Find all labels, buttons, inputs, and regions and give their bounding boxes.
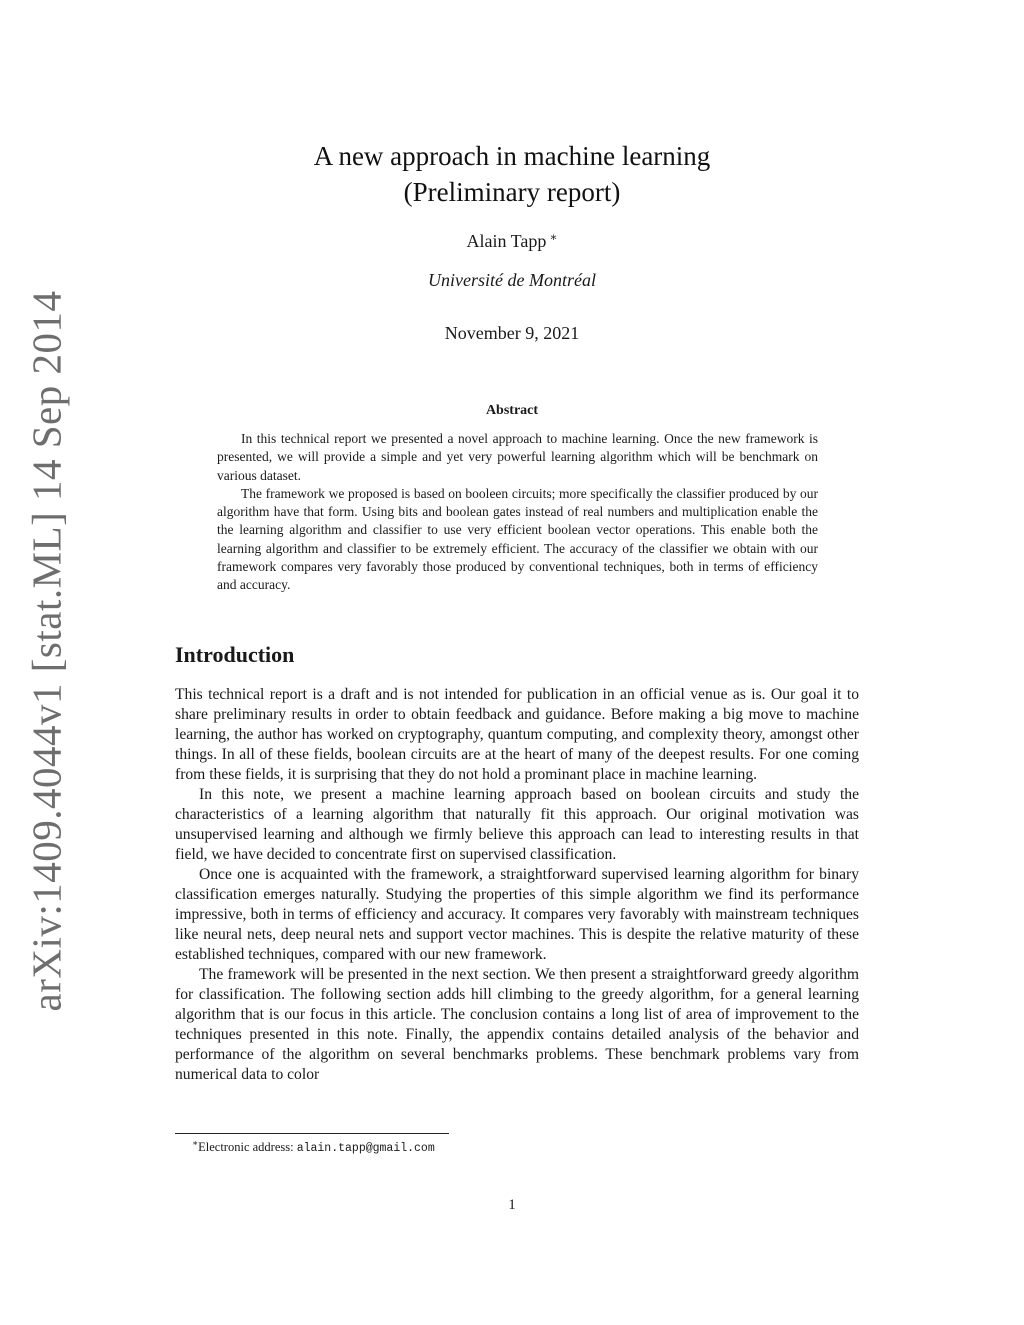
body-paragraph: Once one is acquainted with the framework, a straightforward supervised learning algorithm for binary classification emerges naturally. Studying the properties of this simple algorithm we find its performance impressive, both in terms of efficiency and accuracy. It compares very favorably with mainstream techniques like neural nets, deep neural nets and support vector machines. This is despite the relative maturity of these established techniques, compared with our new framework. <box>175 866 859 963</box>
section-heading-introduction: Introduction <box>175 642 295 667</box>
footnote-label: Electronic address: <box>198 1140 297 1154</box>
author-email: alain.tapp@gmail.com <box>296 1142 435 1155</box>
paper-date: November 9, 2021 <box>444 323 580 343</box>
footnote <box>192 1138 435 1155</box>
body-paragraph: This technical report is a draft and is not intended for publication in an official venue as is. Our goal it to share preliminary results in order to obtain feedback and guidance. Before making a big move to machine learning, the author has worked on cryptography, quantum computing, and complexity theory, amongst other things. In all of these fields, boolean circuits are at the heart of many of the deepest results. For one coming from these fields, it is surprising that they do not hold a prominant place in machine learning. <box>175 686 859 783</box>
footnote-divider <box>175 1133 449 1134</box>
title-line-1: A new approach in machine learning <box>313 141 711 171</box>
abstract-heading: Abstract <box>485 403 539 418</box>
author-footnote-marker: ∗ <box>549 230 558 244</box>
introduction-body <box>175 685 859 1085</box>
footnote-marker: ∗ <box>192 1138 199 1148</box>
author-name: Alain Tapp <box>466 231 547 251</box>
abstract-paragraph: The framework we proposed is based on booleen circuits; more specifically the classifier produced by our algorithm have that form. Using bits and boolean gates instead of real numbers and multiplication enable the the learning algorithm and classifier to use very efficient boolean vector operations. This enable both the learning algorithm and classifier to be extremely efficient. The accuracy of the classifier we obtain with our framework compares very favorably those produced by conventional techniques, both in terms of efficiency and accuracy. <box>217 485 818 593</box>
abstract-paragraph: In this technical report we presented a novel approach to machine learning. Once the new framework is presented, we will provide a simple and yet very powerful learning algorithm which will be benchmark on various dataset. <box>217 431 818 483</box>
body-paragraph: The framework will be presented in the next section. We then present a straightforward greedy algorithm for classification. The following section adds hill climbing to the greedy algorithm, for a general learning algorithm that is our focus in this article. The conclusion contains a long list of area of improvement to the techniques presented in this note. Finally, the appendix contains detailed analysis of the behavior and performance of the algorithm on several benchmarks problems. These benchmark problems vary from numerical data to color <box>175 966 859 1083</box>
arxiv-identifier-text: arXiv:1409.4044v1 [stat.ML] 14 Sep 2014 <box>23 290 70 1012</box>
page-number: 1 <box>508 1197 516 1213</box>
author <box>0 230 1024 252</box>
affiliation: Université de Montréal <box>428 270 596 290</box>
arxiv-identifier-stamp <box>15 290 77 1012</box>
body-paragraph: In this note, we present a machine learning approach based on boolean circuits and study the characteristics of a learning algorithm that naturally fit this approach. Our original motivation was unsupervised learning and although we firmly believe this approach can lead to interesting results in that field, we have decided to concentrate first on supervised classification. <box>175 786 859 863</box>
title-line-2: (Preliminary report) <box>403 177 621 207</box>
paper-title <box>0 138 1024 210</box>
abstract-body <box>217 430 818 595</box>
